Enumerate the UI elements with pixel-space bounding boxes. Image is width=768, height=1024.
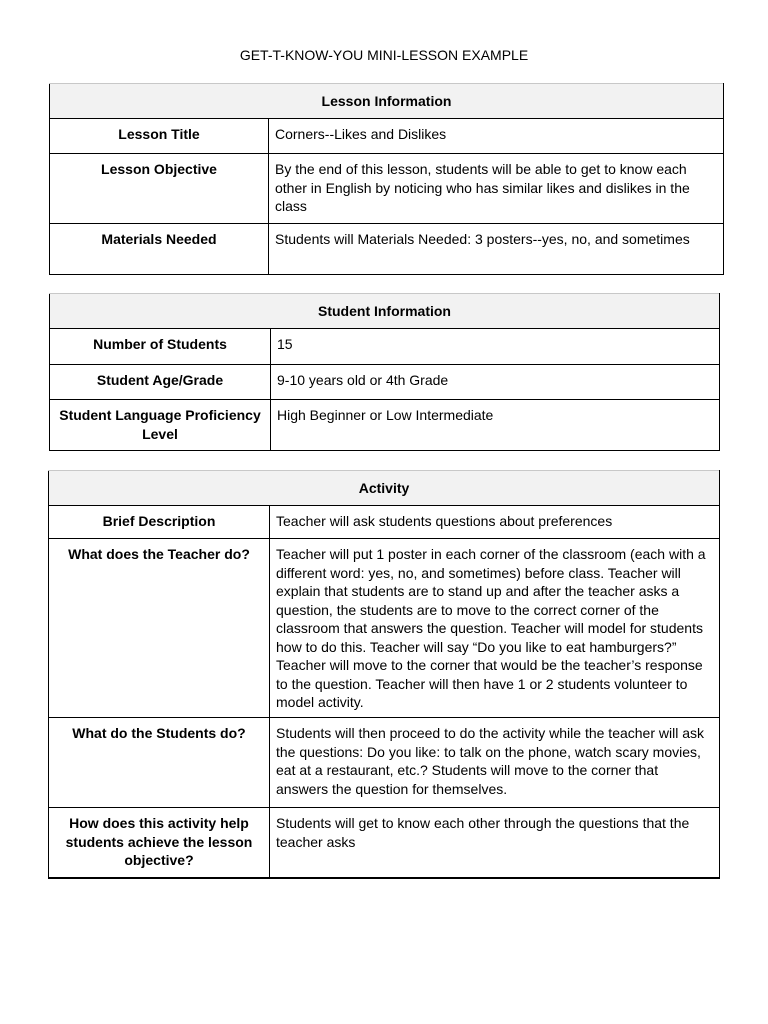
- lesson-objective-value: By the end of this lesson, students will be able to get to know each other in English by noticing who has similar likes and dislikes in the class: [269, 154, 724, 224]
- brief-description-label: Brief Description: [49, 506, 270, 539]
- table-row: [50, 365, 720, 400]
- student-age-grade-label: Student Age/Grade: [50, 365, 271, 400]
- lesson-title-value: Corners--Likes and Dislikes: [269, 119, 724, 154]
- proficiency-level-label: Student Language Proficiency Level: [50, 400, 271, 451]
- objective-support-value: Students will get to know each other through the questions that the teacher asks: [270, 808, 720, 878]
- table-row: [49, 539, 720, 718]
- student-information-table: [49, 293, 720, 451]
- lesson-title-label: Lesson Title: [50, 119, 269, 154]
- table-row: [49, 808, 720, 878]
- proficiency-level-value: High Beginner or Low Intermediate: [271, 400, 720, 451]
- lesson-information-table: [49, 83, 724, 275]
- materials-needed-value: Students will Materials Needed: 3 posters--yes, no, and sometimes: [269, 224, 724, 275]
- student-role-value: Students will then proceed to do the activity while the teacher will ask the questions: Do you like: to talk on the phone, watch scary movies, eat at a restaurant, etc.? Students will move to the corner that answers the question for themselves.: [270, 718, 720, 808]
- lesson-information-header: Lesson Information: [50, 84, 724, 119]
- number-of-students-value: 15: [271, 329, 720, 365]
- activity-table: [48, 470, 720, 879]
- activity-header: Activity: [49, 471, 720, 506]
- table-row: [50, 119, 724, 154]
- brief-description-value: Teacher will ask students questions about preferences: [270, 506, 720, 539]
- table-row: [50, 329, 720, 365]
- document-title: GET-T-KNOW-YOU MINI-LESSON EXAMPLE: [239, 47, 529, 63]
- teacher-role-value: Teacher will put 1 poster in each corner of the classroom (each with a different word: yes, no, and sometimes) before class. Teacher will explain that students are to stand up and after the teacher asks a question, the students are to move to the correct corner of the classroom that answers the question. Teacher will model for students how to do this. Teacher will say “Do you like to eat hamburgers?” Teacher will move to the corner that would be the teacher’s response to the question. Teacher will then have 1 or 2 students volunteer to model activity.: [270, 539, 720, 718]
- student-role-label: What do the Students do?: [49, 718, 270, 808]
- lesson-objective-label: Lesson Objective: [50, 154, 269, 224]
- table-row: [50, 400, 720, 451]
- objective-support-label: How does this activity help students achieve the lesson objective?: [49, 808, 270, 878]
- table-row: [49, 506, 720, 539]
- table-row: [49, 718, 720, 808]
- teacher-role-label: What does the Teacher do?: [49, 539, 270, 718]
- student-information-header: Student Information: [50, 294, 720, 329]
- table-row: [50, 224, 724, 275]
- student-age-grade-value: 9-10 years old or 4th Grade: [271, 365, 720, 400]
- number-of-students-label: Number of Students: [50, 329, 271, 365]
- table-row: [50, 154, 724, 224]
- materials-needed-label: Materials Needed: [50, 224, 269, 275]
